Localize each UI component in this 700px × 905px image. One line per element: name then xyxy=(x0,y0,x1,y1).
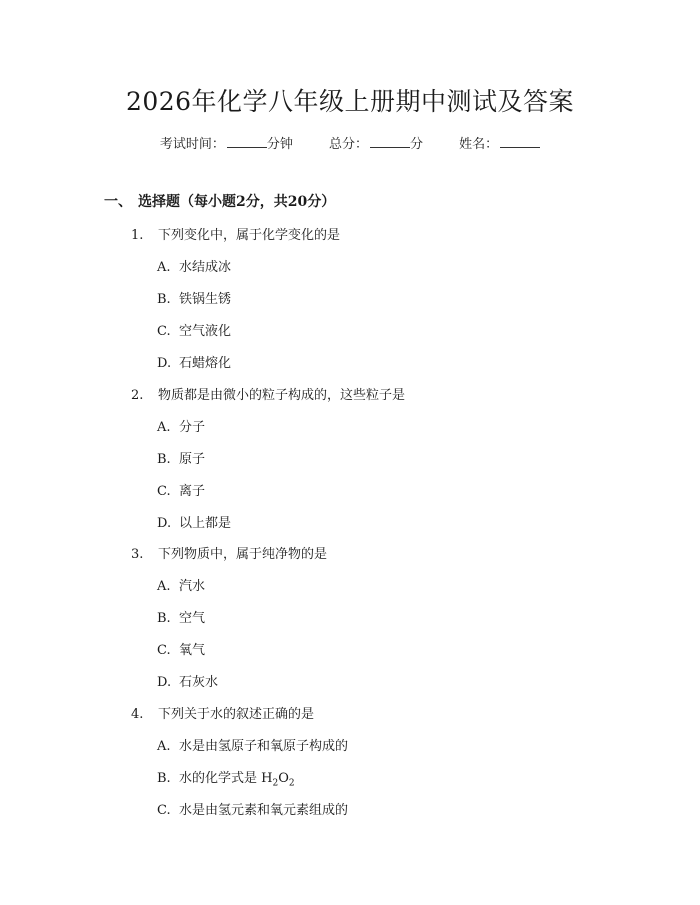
total-score-blank[interactable] xyxy=(370,137,410,148)
formula-prefix: 水的化学式是 H xyxy=(179,771,273,786)
question-number: 1. xyxy=(131,228,144,243)
option-text: 石灰水 xyxy=(179,675,219,690)
q3-option-d xyxy=(157,671,218,690)
option-label: C. xyxy=(157,803,171,818)
question-text: 下列物质中，属于纯净物的是 xyxy=(158,547,328,562)
name-label: 姓名： xyxy=(459,137,499,152)
option-label: C. xyxy=(157,484,171,499)
option-label: B. xyxy=(157,771,171,786)
option-text: 汽水 xyxy=(179,579,206,594)
option-label: D. xyxy=(157,356,172,371)
total-score-unit: 分 xyxy=(410,137,424,152)
q2-option-d xyxy=(157,512,231,531)
option-text xyxy=(179,771,295,789)
question-text: 下列变化中，属于化学变化的是 xyxy=(158,228,341,243)
q1-option-c xyxy=(157,320,231,339)
question-number: 2. xyxy=(131,388,144,403)
q2-option-a xyxy=(157,416,205,435)
option-label: B. xyxy=(157,611,171,626)
formula-mid: O xyxy=(278,771,289,786)
section-title: 选择题（每小题2分，共20分） xyxy=(138,194,336,210)
formula-subscript-1: 2 xyxy=(272,778,279,789)
q4-option-c xyxy=(157,799,348,818)
q4-option-b xyxy=(157,767,295,789)
page-title: 2026年化学八年级上册期中测试及答案 xyxy=(125,87,575,116)
question-number: 3. xyxy=(131,547,144,562)
option-label: D. xyxy=(157,516,172,531)
question-2 xyxy=(131,384,405,403)
option-label: D. xyxy=(157,675,172,690)
option-text: 石蜡熔化 xyxy=(179,356,232,371)
total-score-label: 总分： xyxy=(328,137,368,152)
question-1 xyxy=(131,224,340,243)
q3-option-c xyxy=(157,639,205,658)
option-text: 离子 xyxy=(179,484,206,499)
option-label: C. xyxy=(157,643,171,658)
option-text: 水是由氢元素和氧元素组成的 xyxy=(179,803,349,818)
option-text: 水结成冰 xyxy=(179,260,232,275)
exam-time-field xyxy=(160,133,293,152)
question-text: 物质都是由微小的粒子构成的，这些粒子是 xyxy=(158,388,406,403)
option-text: 铁锅生锈 xyxy=(179,292,232,307)
question-4 xyxy=(131,703,314,722)
option-text: 氧气 xyxy=(179,643,206,658)
exam-time-blank[interactable] xyxy=(227,137,267,148)
option-label: A. xyxy=(157,260,171,275)
section-heading xyxy=(104,191,335,211)
q2-option-b xyxy=(157,448,205,467)
exam-time-unit: 分钟 xyxy=(266,137,293,152)
q4-option-a xyxy=(157,735,348,754)
option-text: 分子 xyxy=(179,420,206,435)
q1-option-d xyxy=(157,352,231,371)
option-text: 空气液化 xyxy=(179,324,232,339)
option-label: B. xyxy=(157,452,171,467)
name-blank[interactable] xyxy=(500,137,540,148)
q1-option-b xyxy=(157,288,231,307)
option-text: 原子 xyxy=(179,452,206,467)
section-number: 一、 xyxy=(104,194,132,210)
name-field xyxy=(459,133,540,152)
q1-option-a xyxy=(157,256,231,275)
q2-option-c xyxy=(157,480,205,499)
q3-option-a xyxy=(157,575,205,594)
exam-info-line xyxy=(0,133,700,152)
q3-option-b xyxy=(157,607,205,626)
total-score-field xyxy=(329,133,423,152)
option-text: 以上都是 xyxy=(179,516,232,531)
option-text: 水是由氢原子和氧原子构成的 xyxy=(179,739,349,754)
option-label: A. xyxy=(157,739,171,754)
formula-subscript-2: 2 xyxy=(288,778,295,789)
option-text: 空气 xyxy=(179,611,206,626)
question-3 xyxy=(131,543,327,562)
question-text: 下列关于水的叙述正确的是 xyxy=(158,707,315,722)
question-number: 4. xyxy=(131,707,144,722)
option-label: B. xyxy=(157,292,171,307)
exam-time-label: 考试时间： xyxy=(159,137,225,152)
option-label: A. xyxy=(157,420,171,435)
option-label: C. xyxy=(157,324,171,339)
option-label: A. xyxy=(157,579,171,594)
